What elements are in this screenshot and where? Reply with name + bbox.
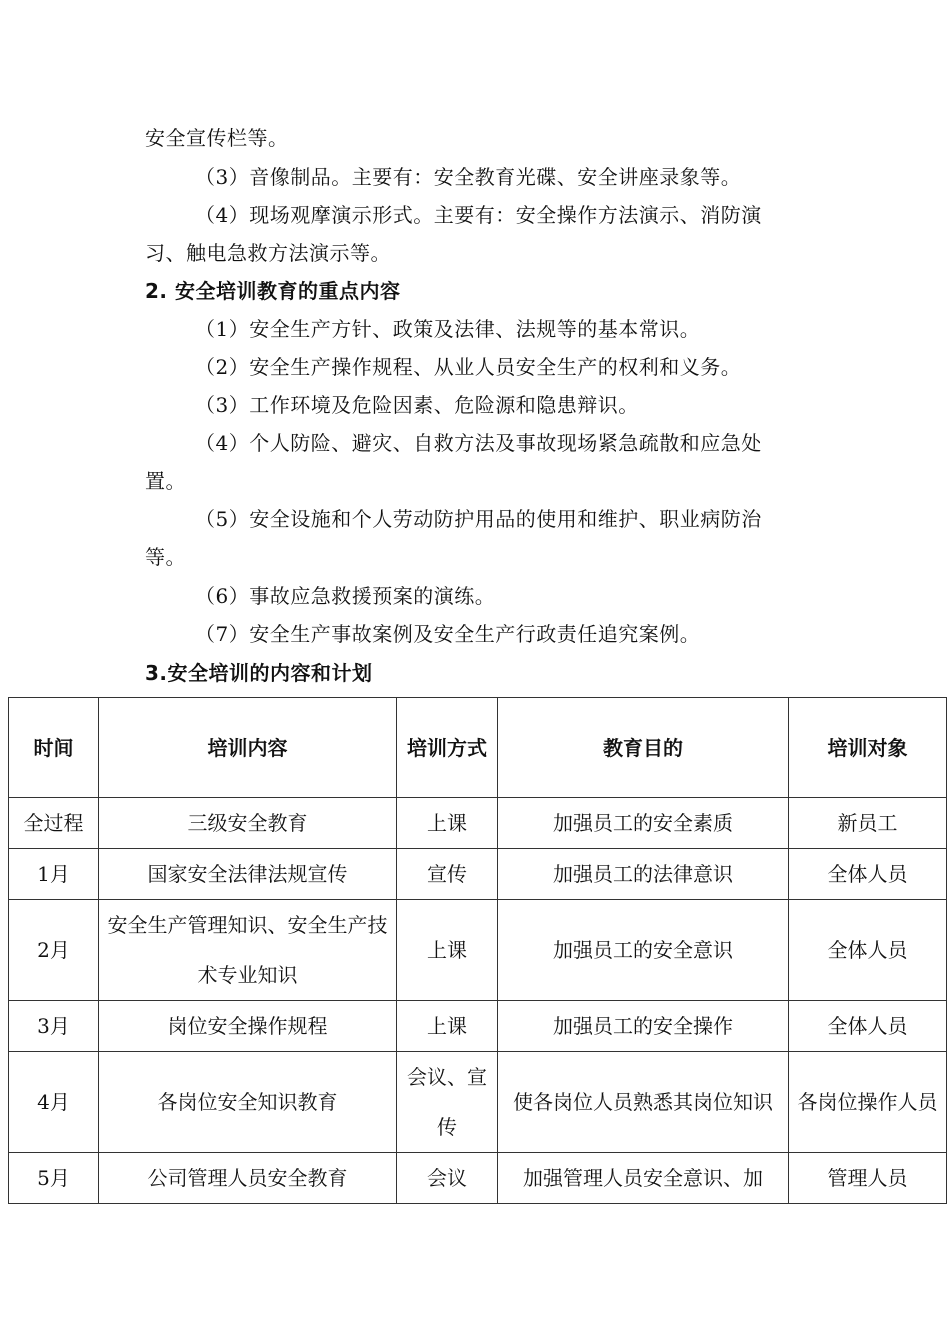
cell-content: 各岗位安全知识教育	[99, 1052, 397, 1153]
cell-time: 5月	[9, 1153, 99, 1204]
paragraph-line: 等。	[145, 545, 186, 569]
table-row	[9, 798, 947, 849]
paragraph-line: （7）安全生产事故案例及安全生产行政责任追究案例。	[195, 622, 701, 646]
cell-audience: 全体人员	[789, 849, 947, 900]
cell-purpose: 加强员工的法律意识	[498, 849, 789, 900]
header-audience: 培训对象	[789, 698, 947, 798]
paragraph-line: （6）事故应急救援预案的演练。	[195, 584, 496, 608]
paragraph-line: （3）工作环境及危险因素、危险源和隐患辩识。	[195, 393, 639, 417]
paragraph-line: 安全宣传栏等。	[145, 126, 289, 150]
paragraph-line: 习、触电急救方法演示等。	[145, 241, 391, 265]
table-row	[9, 1153, 947, 1204]
header-purpose: 教育目的	[498, 698, 789, 798]
cell-content: 安全生产管理知识、安全生产技术专业知识	[99, 900, 397, 1001]
cell-purpose: 加强员工的安全操作	[498, 1001, 789, 1052]
paragraph-line: （4）现场观摩演示形式。主要有：安全操作方法演示、消防演	[195, 203, 762, 227]
cell-purpose: 加强员工的安全意识	[498, 900, 789, 1001]
table-row	[9, 1001, 947, 1052]
cell-audience: 各岗位操作人员	[789, 1052, 947, 1153]
cell-time: 4月	[9, 1052, 99, 1153]
paragraph-line: （2）安全生产操作规程、从业人员安全生产的权利和义务。	[195, 355, 742, 379]
table-row	[9, 849, 947, 900]
section-heading-3: 3.安全培训的内容和计划	[145, 661, 373, 685]
cell-method: 上课	[397, 900, 498, 1001]
cell-content: 国家安全法律法规宣传	[99, 849, 397, 900]
paragraph-line: （4）个人防险、避灾、自救方法及事故现场紧急疏散和应急处	[195, 431, 762, 455]
table-row	[9, 1052, 947, 1153]
cell-audience: 全体人员	[789, 1001, 947, 1052]
cell-purpose: 加强管理人员安全意识、加	[498, 1153, 789, 1204]
cell-method: 上课	[397, 1001, 498, 1052]
cell-audience: 管理人员	[789, 1153, 947, 1204]
cell-content: 三级安全教育	[99, 798, 397, 849]
cell-time: 1月	[9, 849, 99, 900]
cell-time: 2月	[9, 900, 99, 1001]
paragraph-line: （1）安全生产方针、政策及法律、法规等的基本常识。	[195, 317, 701, 341]
section-heading-2: 2. 安全培训教育的重点内容	[145, 279, 401, 303]
header-method: 培训方式	[397, 698, 498, 798]
cell-time: 全过程	[9, 798, 99, 849]
cell-purpose: 使各岗位人员熟悉其岗位知识	[498, 1052, 789, 1153]
paragraph-line: （5）安全设施和个人劳动防护用品的使用和维护、职业病防治	[195, 507, 762, 531]
paragraph-line: （3）音像制品。主要有：安全教育光碟、安全讲座录象等。	[195, 165, 742, 189]
header-content: 培训内容	[99, 698, 397, 798]
paragraph-line: 置。	[145, 469, 186, 493]
cell-method: 会议、宣传	[397, 1052, 498, 1153]
cell-method: 上课	[397, 798, 498, 849]
cell-method: 会议	[397, 1153, 498, 1204]
training-plan-table	[8, 697, 947, 1204]
cell-content: 公司管理人员安全教育	[99, 1153, 397, 1204]
cell-audience: 新员工	[789, 798, 947, 849]
cell-method: 宣传	[397, 849, 498, 900]
table-row	[9, 900, 947, 1001]
cell-audience: 全体人员	[789, 900, 947, 1001]
table-header-row	[9, 698, 947, 798]
cell-purpose: 加强员工的安全素质	[498, 798, 789, 849]
cell-content: 岗位安全操作规程	[99, 1001, 397, 1052]
cell-time: 3月	[9, 1001, 99, 1052]
header-time: 时间	[9, 698, 99, 798]
